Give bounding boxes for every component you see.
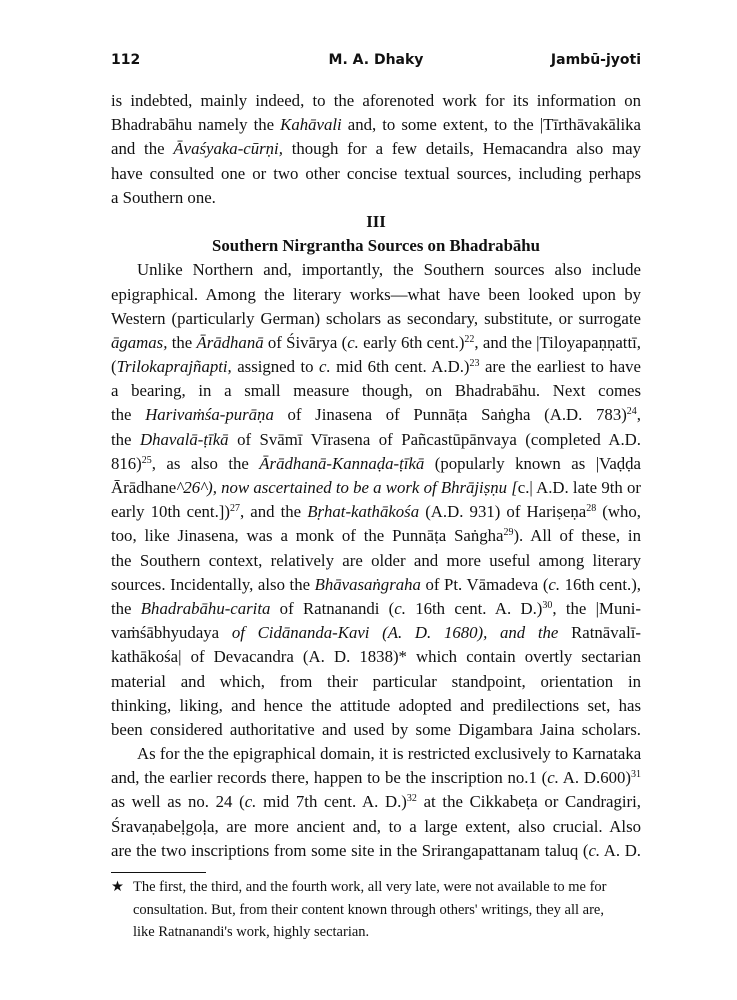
text-line: vaṁśābhyudaya of Cidānanda-Kavi (A. D. 1680), and the Ratnāvalī- — [111, 623, 641, 643]
text-line: sources. Incidentally, also the Bhāvasaṅgraha of Pt. Vāmadeva (c. 16th cent.), — [111, 574, 641, 594]
text-line: as well as no. 24 (c. mid 7th cent. A. D.)$^{32}$ at the Cikkabeṭa or Candragiri, — [111, 792, 641, 812]
running-author: M. A. Dhaky — [328, 52, 424, 68]
text-line: 816)$^{25}$, as also the Ārādhanā-Kannaḍa-ṭīkā (popularly known as |Vaḍḍa — [111, 453, 641, 473]
paragraph-continuation — [111, 89, 641, 210]
text-line: the Bhadrabāhu-carita of Ratnanandi (c. 16th cent. A. D.)$^{30}$, the |Muni- — [111, 598, 641, 618]
text-line: the Dhavalā-ṭīkā of Svāmī Vīrasena of Pañcastūpānvaya (completed A.D. — [111, 429, 641, 449]
text-line: thinking, liking, and hence the attitude adopted and predilections set, has — [111, 695, 641, 715]
text-line: are the two inscriptions from some site in the Srirangapattanam taluq (c. A. D. — [111, 840, 642, 860]
text-line: Unlike Northern and, importantly, the Southern sources also include — [137, 260, 641, 280]
text-line: early 10th cent.])$^{27}$, and the Bṛhat-kathākośa (A.D. 931) of Hariṣeṇa$^{28}$ (who, — [111, 502, 641, 522]
text-line: (Trilokaprajñapti, assigned to c. mid 6th cent. A.D.)$^{23}$ are the earliest to have — [111, 357, 641, 377]
footnote-star-marker: ★ — [111, 879, 124, 895]
section-number: III — [366, 211, 386, 231]
text-line: and, the earlier records there, happen to be the inscription no.1 (c. A. D.600)$^{31}$ — [111, 768, 641, 788]
paragraph-southern-sources — [111, 258, 641, 742]
main-text — [111, 89, 641, 863]
text-line: Bhadrabāhu namely the Kahāvali and, to some extent, to the |Tīrthāvakālika — [111, 115, 641, 135]
text-line: kathākośa| of Devacandra (A. D. 1838)* which contain overtly sectarian — [111, 647, 641, 667]
text-line: As for the the epigraphical domain, it is restricted exclusively to Karnataka — [137, 744, 642, 764]
text-line: Western (particularly German) scholars as secondary, substitute, or surrogate — [111, 308, 641, 328]
text-line: and the Āvaśyaka-cūrṇi, though for a few details, Hemacandra also may — [111, 139, 641, 159]
text-line: Ārādhane^26^), now ascertained to be a work of Bhrājiṣṇu [c.| A.D. late 9th or — [111, 478, 641, 497]
text-line: material and which, from their particular standpoint, orientation in — [111, 671, 641, 691]
text-line: a Southern one. — [111, 187, 216, 207]
page-number: 112 — [111, 52, 141, 68]
text-line: have consulted one or two other concise textual sources, including perhaps — [111, 163, 641, 183]
paragraph-epigraphical — [111, 742, 641, 863]
section-heading: Southern Nirgrantha Sources on Bhadrabāhu — [212, 236, 540, 256]
running-header — [111, 52, 641, 76]
footnote-rule — [111, 872, 206, 873]
text-line: Śravaṇabeḷgoḷa, are more ancient and, to a large extent, also crucial. Also — [111, 816, 641, 836]
footnote-line — [111, 876, 641, 899]
footnote-line: consultation. But, from their content known through others' writings, they all are, — [133, 901, 604, 918]
text-line: is indebted, mainly indeed, to the aforenoted work for its information on — [111, 91, 641, 110]
text-line: the Harivaṁśa-purāṇa of Jinasena of Punnāṭa Saṅgha (A.D. 783)$^{24}$, — [111, 405, 641, 425]
footnote-line: like Ratnanandi's work, highly sectarian. — [133, 924, 370, 941]
text-line: epigraphical. Among the literary works—what have been looked upon by — [111, 284, 641, 304]
text-line: a bearing, in a small measure though, on Bhadrabāhu. Next comes — [111, 381, 641, 401]
text-line: the Southern context, relatively are older and more useful among literary — [111, 550, 641, 570]
running-journal-title: Jambū-jyoti — [550, 52, 641, 68]
footnote — [111, 876, 641, 944]
footnote-line-text: The first, the third, and the fourth work, all very late, were not available to me for — [133, 879, 607, 895]
text-line: too, like Jinasena, was a monk of the Punnāṭa Saṅgha$^{29}$). All of these, in — [111, 526, 641, 546]
text-line: āgamas, the Ārādhanā of Śivārya (c. early 6th cent.)$^{22}$, and the |Tiloyapaṇṇattī, — [111, 332, 641, 352]
text-line: been considered authoritative and used by some Digambara Jaina scholars. — [111, 719, 641, 739]
